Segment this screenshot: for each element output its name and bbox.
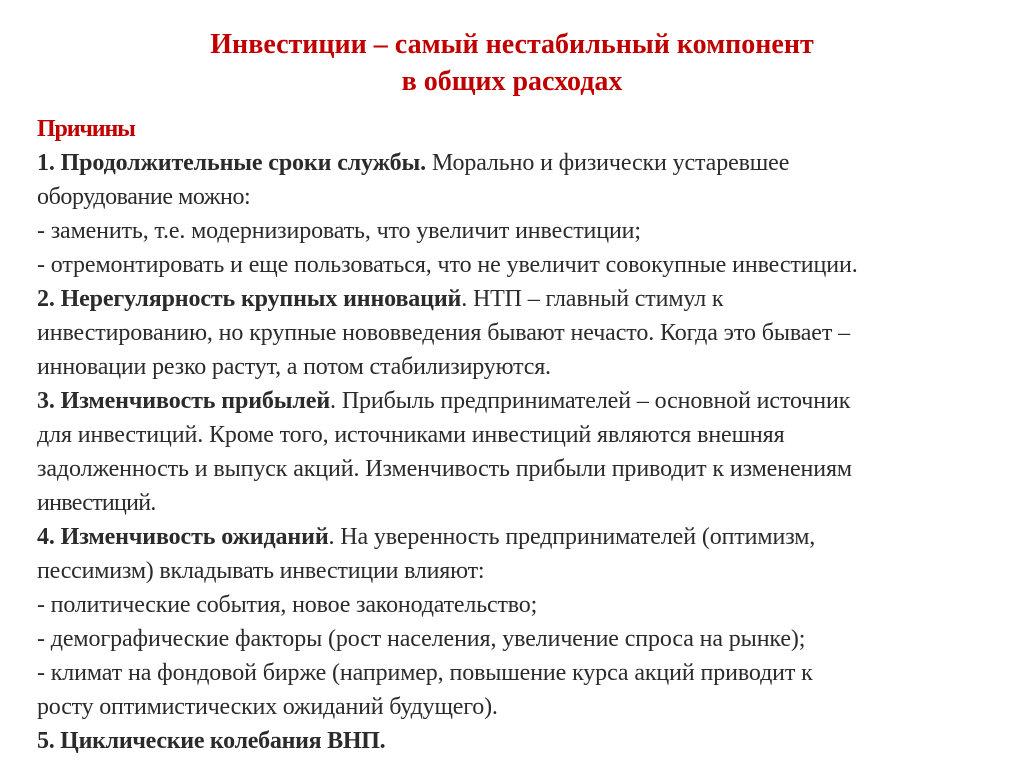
body-line-text: инвестированию, но крупные нововведения бывают нечасто. Когда это бывает –	[37, 320, 851, 346]
body-line	[37, 588, 1024, 622]
body-line-bold: 3. Изменчивость прибылей	[37, 388, 331, 414]
body-line	[37, 690, 1024, 724]
body-line-bold: 2. Нерегулярность крупных инноваций	[37, 286, 462, 312]
body-line	[37, 350, 1024, 384]
body-line-text: - политические события, новое законодательство;	[37, 592, 538, 618]
body-line	[37, 520, 1024, 554]
body-line	[37, 316, 1024, 350]
body-line-bold: 4. Изменчивость ожиданий	[37, 524, 329, 550]
body-line	[37, 146, 1024, 180]
body-line-text: инновации резко растут, а потом стабилизируются.	[37, 354, 551, 380]
body-line-bold: 5. Циклические колебания ВНП.	[37, 728, 386, 754]
body-line-bold: 1. Продолжительные сроки службы.	[37, 150, 426, 176]
body-line-text: Морально и физически устаревшее	[425, 150, 790, 176]
body-line-text: . На уверенность предпринимателей (оптимизм,	[328, 524, 816, 550]
body-line	[37, 724, 1024, 758]
body-line	[37, 554, 1024, 588]
body-line	[37, 214, 1024, 248]
body-line	[37, 486, 1024, 520]
body-line-text: - отремонтировать и еще пользоваться, что не увеличит совокупные инвестиции.	[37, 252, 858, 278]
body-line-text: - заменить, т.е. модернизировать, что увеличит инвестиции;	[37, 218, 641, 244]
body-line	[37, 180, 1024, 214]
body-line-text: задолженность и выпуск акций. Изменчивость прибыли приводит к изменениям	[37, 456, 852, 482]
body-line	[37, 622, 1024, 656]
body-line-text: . Прибыль предпринимателей – основной источник	[330, 388, 851, 414]
body-line-text: - демографические факторы (рост населения, увеличение спроса на рынке);	[37, 626, 806, 652]
body-line-text: оборудование можно:	[37, 184, 251, 210]
body-line-text: . НТП – главный стимул к	[461, 286, 724, 312]
body-line-text: - климат на фондовой бирже (например, повышение курса акций приводит к	[37, 660, 813, 686]
slide-title	[60, 26, 964, 100]
body-line-text: росту оптимистических ожиданий будущего).	[37, 694, 498, 720]
body-line-text: инвестиций.	[37, 490, 156, 516]
body-line-text: пессимизм) вкладывать инвестиции влияют:	[37, 558, 485, 584]
slide-body	[37, 112, 1024, 758]
body-line	[37, 656, 1024, 690]
body-line-text: для инвестиций. Кроме того, источниками инвестиций являются внешняя	[37, 422, 785, 448]
body-line	[37, 452, 1024, 486]
slide-title-line-1: Инвестиции – самый нестабильный компонент	[210, 29, 814, 60]
reasons-heading: Причины	[37, 116, 135, 142]
body-line	[37, 282, 1024, 316]
body-line	[37, 418, 1024, 452]
slide-title-line-2: в общих расходах	[401, 66, 623, 97]
body-line	[37, 384, 1024, 418]
body-line	[37, 248, 1024, 282]
